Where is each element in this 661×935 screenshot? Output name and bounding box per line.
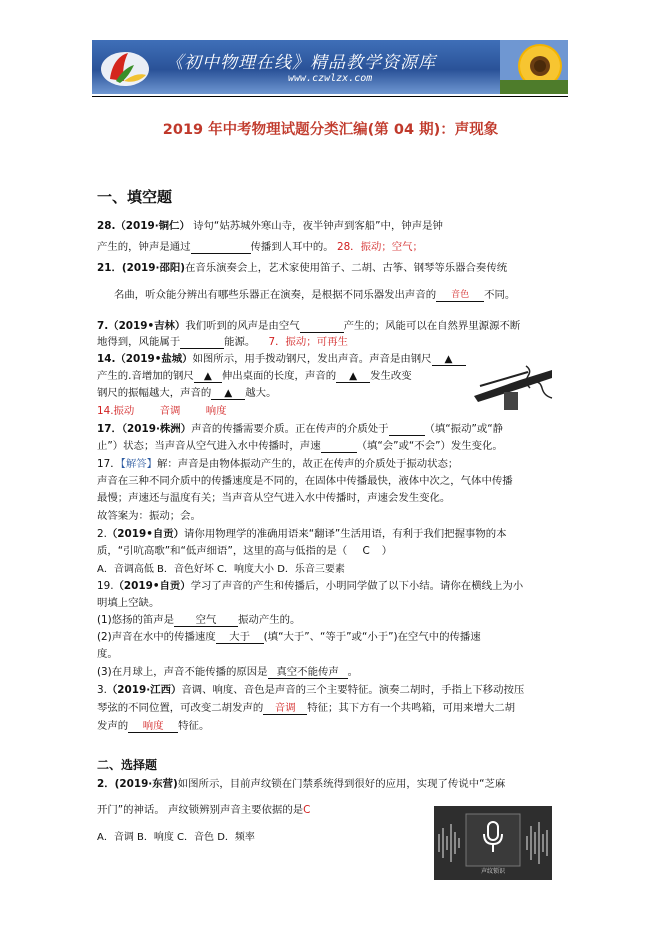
q7-text-2a: 地得到，风能属于 [97, 336, 181, 348]
q14-text-3b: 越大。 [245, 387, 277, 399]
q19-text-4b: (填“大于”、“等于”或“小于”)在空气中的传播速 [263, 631, 481, 643]
q19-line-1 [97, 580, 523, 593]
q3-line-1 [97, 684, 524, 697]
q7-answer: 7．振动；可再生 [268, 336, 348, 348]
q14-text-3a: 钢尺的振幅越大，声音的 [97, 387, 212, 399]
q14-text-2c: 发生改变 [370, 370, 412, 382]
q17-source: 17．（2019·株洲） [97, 423, 192, 435]
q19-answer-2: 大于 [216, 631, 264, 644]
q28-line-2 [97, 241, 423, 254]
q2a-source: （2019•自贡） [106, 528, 185, 540]
q19-text-6b: 。 [347, 666, 358, 678]
q3-text-1: 音调、响度、音色是声音的三个主要特征。演奏二胡时，手指上下移动按压 [181, 684, 525, 696]
q2a-answer: C [362, 545, 370, 557]
q3-num: 3. [97, 684, 107, 696]
q19-line-5: 度。 [97, 648, 118, 660]
q21-source: 21．(2019·邵阳) [97, 262, 185, 274]
q2b-text-1: 如图所示，目前声纹锁在门禁系统得到很好的应用，实现了传说中“芝麻 [177, 778, 506, 790]
q28-line-1 [97, 220, 443, 233]
q7-line-2 [97, 336, 348, 349]
q19-source: （2019•自贡） [113, 580, 191, 592]
q17-explain-2: 声音在三种不同介质中的传播速度是不同的，在固体中传播最快，液体中次之，气体中传播 [97, 475, 513, 487]
q2b-options: A．音调 B．响度 C．音色 D．频率 [97, 832, 255, 843]
ruler-figure [470, 362, 556, 412]
q3-line-3 [97, 720, 209, 733]
banner-title: 《初中物理在线》精品教学资源库 [166, 53, 436, 73]
q14-line-2 [97, 370, 412, 383]
q21-line-2 [114, 289, 515, 302]
q2a-text-1: 请你用物理学的准确用语来“翻译”生活用语，有利于我们把握事物的本 [184, 528, 507, 540]
banner-url: www.czwlzx.com [288, 73, 373, 84]
q3-text-3a: 发声的 [97, 720, 129, 732]
q19-text-3b: 振动产生的。 [238, 614, 301, 626]
q19-line-2: 明填上空缺。 [97, 597, 160, 609]
q14-text-2b: 伸出桌面的长度，声音的 [221, 370, 337, 382]
sunflower-icon [500, 40, 568, 94]
q19-text-6a: (3)在月球上，声音不能传播的原因是 [97, 666, 268, 678]
q7-blank-2 [180, 336, 224, 349]
voiceprint-lock-image [434, 806, 552, 880]
q17-explain-tag: 【解答】 [120, 458, 157, 470]
q7-text-1a: 我们听到的风声是由空气 [185, 320, 300, 332]
q17-explain-text-1: 解：声音是由物体振动产生的，故正在传声的介质处于振动状态； [157, 458, 459, 470]
header-rule [92, 96, 568, 97]
q3-text-2b: 特征；其下方有一个共鸣箱，可用来增大二胡 [307, 702, 516, 714]
q17-blank-1 [389, 423, 425, 436]
q17-text-2b: （填“会”或“不会”）发生变化。 [356, 440, 503, 452]
q2b-line-1 [97, 778, 505, 791]
microphone-icon [481, 820, 505, 856]
q2a-line-1 [97, 528, 507, 541]
q7-source: 7.（2019•吉林） [97, 320, 186, 332]
q21-text-2a: 名曲，听众能分辨出有哪些乐器正在演奏，是根据不同乐器发出声音的 [114, 289, 437, 301]
q21-text-2b: 不同。 [484, 289, 516, 301]
q14-line-3 [97, 387, 276, 400]
q17-line-2 [97, 440, 503, 453]
q14-line-1 [97, 353, 466, 366]
q2b-source: (2019·东营) [114, 778, 178, 790]
q28-text-2b: 传播到人耳中的。 [250, 241, 334, 253]
q2b-line-2 [97, 804, 310, 817]
q17-line-1 [97, 423, 503, 436]
q28-source: 28.（2019·铜仁） [97, 220, 190, 232]
header-banner [92, 40, 568, 94]
q2a-text-2: 质，“引吭高歌”和“低声细语”，这里的高与低指的是（ [97, 545, 348, 557]
q2a-num: 2. [97, 528, 107, 540]
q7-blank-1 [300, 320, 344, 333]
q14-text-1: 如图所示，用手拨动钢尺，发出声音。声音是由钢尺 [192, 353, 432, 365]
q19-text-1: 学习了声音的产生和传播后，小明同学做了以下小结。请你在横线上为小 [190, 580, 524, 592]
q19-text-4a: (2)声音在水中的传播速度 [97, 631, 216, 643]
q19-answer-3: 真空不能传声 [268, 666, 348, 679]
q17-text-1a: 声音的传播需要介质。正在传声的介质处于 [191, 423, 389, 435]
q19-num: 19. [97, 580, 114, 592]
q3-source: （2019·江西） [106, 684, 182, 696]
q21-text-1: 在音乐演奏会上，艺术家使用笛子、二胡、古筝、钢琴等乐器合奏传统 [185, 262, 508, 274]
q3-answer-2: 响度 [128, 720, 178, 733]
q14-answer-3: 响度 [205, 405, 227, 417]
q21-line-1 [97, 262, 507, 275]
q19-line-4 [97, 631, 481, 644]
q3-text-3b: 特征。 [178, 720, 210, 732]
q3-text-2: 琴弦的不同位置，可改变二胡发声的 [97, 702, 264, 714]
q17-explain-1 [97, 458, 458, 471]
q3-answer-1: 音调 [263, 702, 307, 715]
q14-text-2a: 产生的.音增加的钢尺 [97, 370, 194, 382]
q28-text-1: 诗句“姑苏城外寒山寺，夜半钟声到客船”中，钟声是钟 [193, 220, 443, 232]
q14-answer-1: 14.振动 [97, 405, 135, 417]
q14-answer-2: 音调 [159, 405, 181, 417]
site-logo-icon [98, 45, 152, 89]
q2b-text-2: 开门”的神话。 声纹锁辨别声音主要依据的是 [97, 804, 304, 816]
q17-blank-2 [321, 440, 357, 453]
q28-text-2a: 产生的，钟声是通过 [97, 241, 191, 253]
section-heading-fill: 一、填空题 [97, 188, 173, 206]
q14-blank-4: ▲ [211, 387, 245, 400]
q14-blank-3: ▲ [336, 370, 370, 383]
q2a-line-2 [97, 545, 392, 558]
q17-explain-3: 最慢；声速还与温度有关；当声音从空气进入水中传播时，声速会发生变化。 [97, 492, 451, 504]
q17-explain-num: 17． [97, 458, 121, 470]
q7-text-2b: 能源。 [224, 336, 256, 348]
q2b-num: 2． [97, 778, 115, 790]
q19-line-3 [97, 614, 300, 627]
q28-blank [191, 241, 251, 254]
q14-answer-line [97, 405, 227, 418]
q14-source: 14.（2019•盐城） [97, 353, 193, 365]
q14-blank-1: ▲ [432, 353, 466, 366]
q17-explain-4: 故答案为：振动；会。 [97, 510, 201, 522]
q21-answer: 音色 [436, 289, 484, 302]
q2a-text-2c: ） [381, 545, 393, 557]
q19-answer-1: 空气 [174, 614, 238, 627]
document-title: 2019 年中考物理试题分类汇编(第 04 期)：声现象 [162, 122, 499, 138]
section-heading-choice: 二、选择题 [97, 758, 158, 772]
q2b-answer: C [303, 804, 311, 816]
image-caption: 声纹锁识 [480, 868, 505, 875]
q3-line-2 [97, 702, 515, 715]
q2a-options: A．音调高低 B．音色好坏 C．响度大小 D．乐音三要素 [97, 564, 345, 575]
q17-text-1b: （填“振动”或“静 [424, 423, 504, 435]
q7-line-1 [97, 320, 520, 333]
q7-text-1b: 产生的；风能可以在自然界里源源不断 [343, 320, 521, 332]
q14-blank-2: ▲ [194, 370, 222, 383]
q19-text-3a: (1)悠扬的笛声是 [97, 614, 175, 626]
q19-line-6 [97, 666, 358, 679]
q17-text-2a: 止”）状态；当声音从空气进入水中传播时，声速 [97, 440, 321, 452]
q28-answer: 28．振动；空气； [336, 241, 423, 253]
